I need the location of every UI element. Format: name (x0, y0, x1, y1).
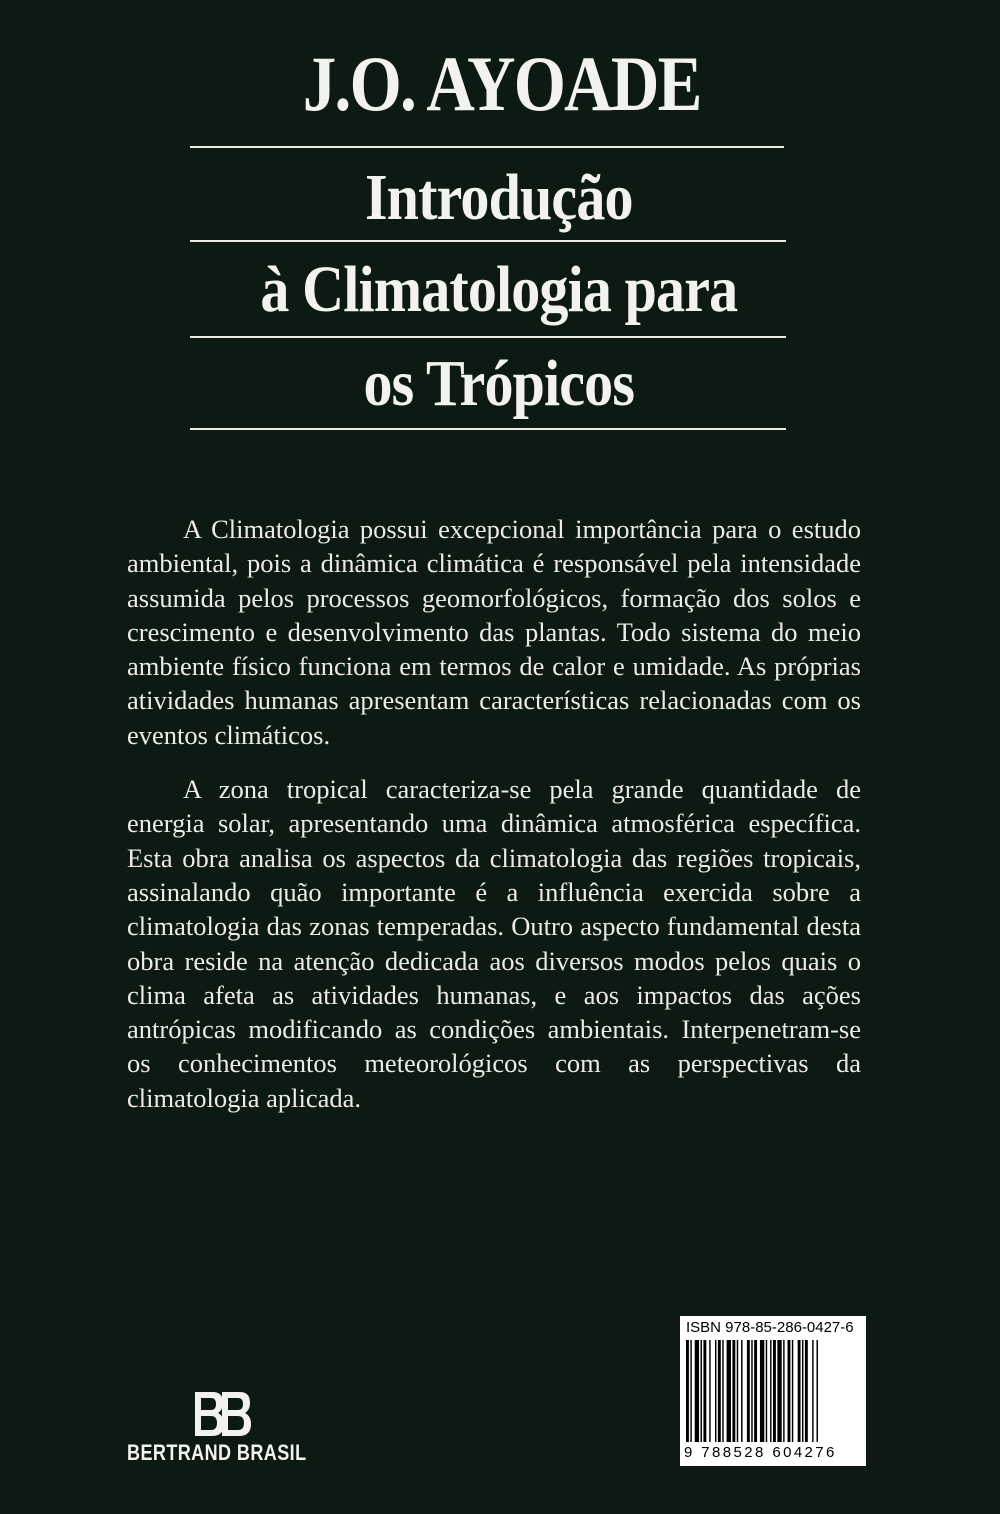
isbn-digits: 9 788528 604276 (684, 1444, 837, 1461)
title-line-3: os Trópicos (363, 347, 635, 420)
title-rule-top (190, 146, 784, 148)
title-rule-1 (190, 240, 786, 242)
title-line-2: à Climatologia para (260, 253, 738, 326)
title-rule-bottom (190, 428, 786, 430)
isbn-label: ISBN 978-85-286-0427-6 (686, 1319, 854, 1336)
author-name: J.O. AYOADE (302, 40, 701, 127)
blurb-paragraph: A Climatologia possui excepcional importância para o estudo ambiental, pois a dinâmica climática é responsável pela intensidade assumida pelos processos geomorfológicos, formação dos solos e crescimento e desenvolvimento das plantas. Todo sistema do meio ambiente físico funciona em termos de calor e umidade. As próprias atividades humanas apresentam características relacionadas com os eventos climáticos. (127, 514, 861, 750)
title-line-1: Introdução (364, 161, 633, 234)
publisher-logo (127, 1392, 317, 1470)
back-cover-blurb (127, 512, 861, 1135)
title-rule-2 (190, 336, 786, 338)
blurb-paragraph: A zona tropical caracteriza-se pela grande quantidade de energia solar, apresentando uma dinâmica atmosférica específica. Esta obra analisa os aspectos da climatologia das regiões tropicais, assinalando quão importante é a influência exercida sobre a climatologia das zonas temperadas. Outro aspecto fundamental desta obra reside na atenção dedicada aos diversos modos pelos quais o clima afeta as atividades humanas, e aos impactos das ações antrópicas modificando as condições ambientais. Interpenetram-se os conhecimentos meteorológicos com as perspectivas da climatologia aplicada. (127, 774, 861, 1113)
barcode-icon (686, 1340, 860, 1442)
publisher-bb-logo-icon (195, 1392, 251, 1436)
publisher-name: BERTRAND BRASIL (127, 1440, 307, 1465)
isbn-barcode-box (680, 1316, 866, 1466)
